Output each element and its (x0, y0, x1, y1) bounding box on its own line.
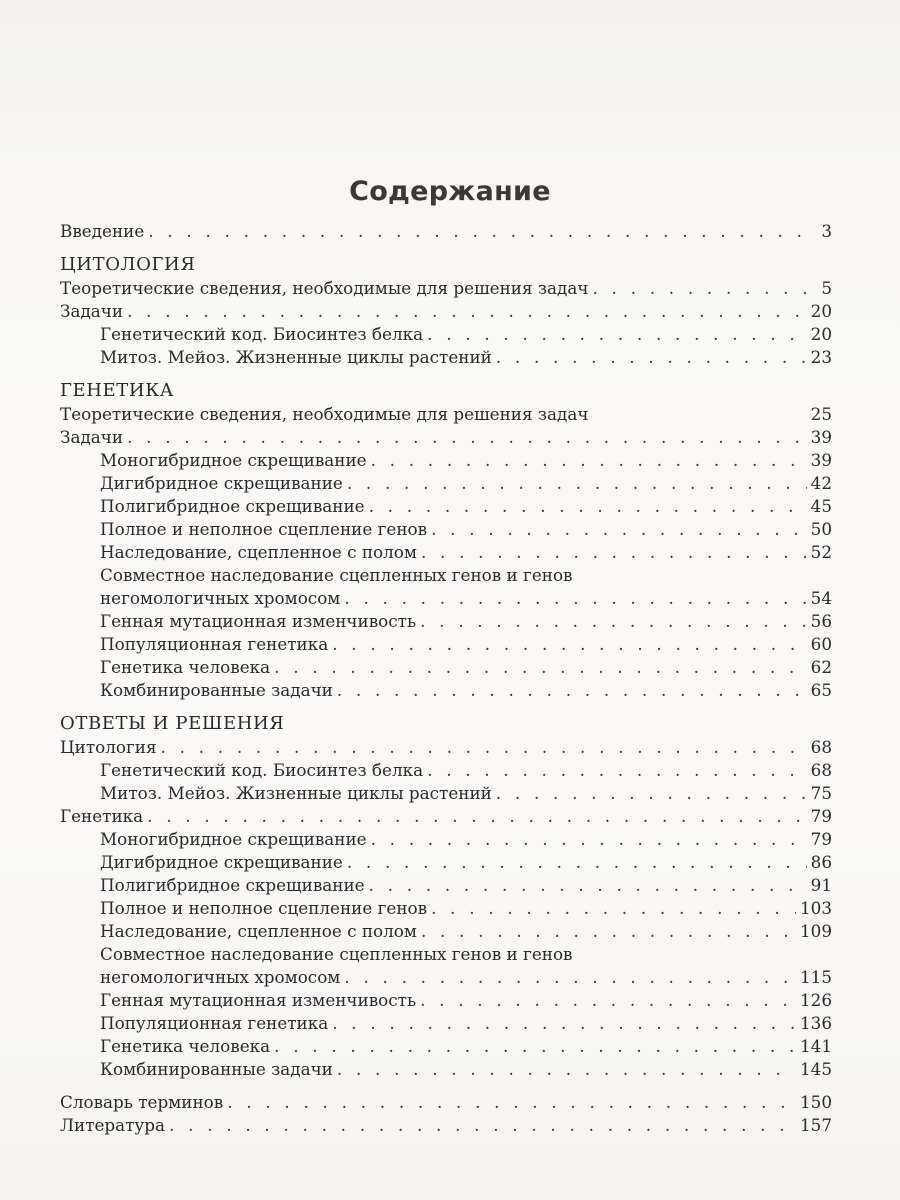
dot-leader (227, 1091, 796, 1114)
toc-page-number: 42 (810, 473, 832, 493)
dot-leader (369, 495, 807, 518)
toc-page-number: 136 (799, 1013, 832, 1033)
toc-entry (60, 805, 832, 828)
dot-leader (420, 610, 807, 633)
toc-page-number: 39 (810, 450, 832, 470)
toc-page-number: 75 (810, 783, 832, 803)
toc-entry-label: Словарь терминов (60, 1092, 224, 1112)
toc-subentry (60, 782, 832, 805)
toc-entry-label: Литература (60, 1115, 166, 1135)
toc-page-number: 3 (821, 221, 832, 241)
toc-page-number: 68 (810, 760, 832, 780)
toc-entry-label: Генетика (60, 806, 144, 826)
dot-leader (127, 426, 807, 449)
dot-leader (337, 679, 807, 702)
toc-entry (60, 277, 832, 300)
toc-page-number: 54 (810, 588, 832, 608)
page-title: Содержание (349, 176, 551, 207)
toc-entry-label: негомологичных хромосом (100, 588, 341, 608)
dot-leader (431, 518, 807, 541)
toc-page-number: 68 (810, 737, 832, 757)
table-of-contents (60, 220, 832, 1137)
toc-entry-label: Моногибридное скрещивание (100, 829, 367, 849)
toc-closing (60, 1091, 832, 1137)
toc-page-number: 157 (799, 1115, 832, 1135)
toc-subentry (60, 874, 832, 897)
toc-entry-label: Генетика человека (100, 1036, 271, 1056)
toc-entry (60, 736, 832, 759)
toc-page-number: 50 (810, 519, 832, 539)
toc-subentry (60, 1035, 832, 1058)
toc-subentry (60, 1012, 832, 1035)
dot-leader (274, 656, 807, 679)
toc-subentry (60, 564, 832, 587)
dot-leader (332, 1012, 796, 1035)
dot-leader (421, 541, 807, 564)
toc-subentry (60, 346, 832, 369)
dot-leader (127, 300, 807, 323)
toc-page-number: 86 (810, 852, 832, 872)
toc-page-number: 65 (810, 680, 832, 700)
toc-entry-label: Цитология (60, 737, 157, 757)
toc-entry-label: Популяционная генетика (100, 634, 329, 654)
toc-entry (60, 403, 832, 426)
dot-leader (147, 805, 807, 828)
toc-section-heading: ЦИТОЛОГИЯ (60, 254, 196, 275)
toc-entry-label: Наследование, сцепленное с полом (100, 921, 417, 941)
dot-leader (420, 989, 796, 1012)
dot-leader (369, 874, 807, 897)
toc-page-number: 79 (810, 806, 832, 826)
toc-entry-label: Задачи (60, 301, 124, 321)
toc-subentry (60, 449, 832, 472)
toc-entry-label: Генетический код. Биосинтез белка (100, 760, 424, 780)
toc-page-number: 150 (799, 1092, 832, 1112)
dot-leader (347, 851, 807, 874)
dot-leader (337, 1058, 796, 1081)
dot-leader (371, 449, 807, 472)
toc-entry-closing (60, 1091, 832, 1114)
toc-section-heading: ГЕНЕТИКА (60, 380, 174, 401)
toc-entry-label: Генная мутационная изменчивость (100, 990, 417, 1010)
dot-leader (421, 920, 796, 943)
toc-page-number: 56 (810, 611, 832, 631)
dot-leader (347, 472, 807, 495)
toc-entry-label: Комбинированные задачи (100, 1059, 333, 1079)
toc-subentry (60, 323, 832, 346)
toc-page-number: 23 (810, 347, 832, 367)
toc-entry-label: Наследование, сцепленное с полом (100, 542, 417, 562)
toc-page-number: 45 (810, 496, 832, 516)
dot-leader (371, 828, 807, 851)
toc-page-number: 52 (810, 542, 832, 562)
toc-sections (60, 253, 832, 1081)
toc-subentry (60, 656, 832, 679)
toc-page-number: 91 (810, 875, 832, 895)
toc-entry-label: Генетический код. Биосинтез белка (100, 324, 424, 344)
toc-page-number: 109 (799, 921, 832, 941)
toc-subentry (60, 851, 832, 874)
toc-entry-label: Теоретические сведения, необходимые для решения задач (60, 404, 589, 424)
toc-subentry (60, 587, 832, 610)
toc-subentry (60, 1058, 832, 1081)
toc-entry-label: Митоз. Мейоз. Жизненные циклы растений (100, 783, 492, 803)
toc-page-number: 20 (810, 324, 832, 344)
toc-page-number: 20 (810, 301, 832, 321)
toc-page-number: 39 (810, 427, 832, 447)
toc-page-number: 126 (799, 990, 832, 1010)
toc-subentry (60, 518, 832, 541)
dot-leader (427, 759, 807, 782)
toc-entry-label: Популяционная генетика (100, 1013, 329, 1033)
toc-subentry (60, 828, 832, 851)
toc-entry-label: Совместное наследование сцепленных генов и генов (100, 944, 573, 964)
toc-entry (60, 300, 832, 323)
toc-entry-label: Полное и неполное сцепление генов (100, 898, 428, 918)
dot-leader (431, 897, 796, 920)
dot-leader (344, 966, 796, 989)
toc-page-number: 141 (799, 1036, 832, 1056)
toc-subentry (60, 920, 832, 943)
toc-entry-label: негомологичных хромосом (100, 967, 341, 987)
toc-entry-label: Полное и неполное сцепление генов (100, 519, 428, 539)
toc-entry-label: Дигибридное скрещивание (100, 852, 343, 872)
toc-subentry (60, 679, 832, 702)
dot-leader (169, 1114, 796, 1137)
toc-entry-label: Задачи (60, 427, 124, 447)
toc-entry-label: Генная мутационная изменчивость (100, 611, 417, 631)
toc-entry-label: Полигибридное скрещивание (100, 496, 365, 516)
toc-subentry (60, 541, 832, 564)
toc-page-number: 5 (821, 278, 832, 298)
toc-entry-label: Совместное наследование сцепленных генов и генов (100, 565, 573, 585)
toc-subentry (60, 472, 832, 495)
toc-entry-label: Митоз. Мейоз. Жизненные циклы растений (100, 347, 492, 367)
toc-subentry (60, 633, 832, 656)
toc-entry (60, 426, 832, 449)
toc-entry-label: Введение (60, 221, 145, 241)
toc-subentry (60, 495, 832, 518)
toc-entry-label: Дигибридное скрещивание (100, 473, 343, 493)
toc-page-number: 79 (810, 829, 832, 849)
toc-entry-label: Генетика человека (100, 657, 271, 677)
toc-subentry (60, 966, 832, 989)
dot-leader (161, 736, 807, 759)
toc-entry-label: Моногибридное скрещивание (100, 450, 367, 470)
toc-page-number: 62 (810, 657, 832, 677)
dot-leader (344, 587, 806, 610)
toc-subentry (60, 610, 832, 633)
toc-entry-closing (60, 1114, 832, 1137)
dot-leader (274, 1035, 796, 1058)
toc-page-number: 145 (799, 1059, 832, 1079)
dot-leader (332, 633, 806, 656)
toc-subentry (60, 897, 832, 920)
toc-entry-label: Комбинированные задачи (100, 680, 333, 700)
toc-page-number: 60 (810, 634, 832, 654)
toc-entry-label: Полигибридное скрещивание (100, 875, 365, 895)
toc-subentry (60, 989, 832, 1012)
dot-leader (592, 277, 817, 300)
toc-page-number: 115 (799, 967, 832, 987)
toc-page-number: 103 (799, 898, 832, 918)
toc-subentry (60, 759, 832, 782)
dot-leader (427, 323, 807, 346)
dot-leader (496, 782, 807, 805)
toc-section-heading: ОТВЕТЫ И РЕШЕНИЯ (60, 713, 285, 734)
dot-leader (496, 346, 807, 369)
toc-entry-label: Теоретические сведения, необходимые для решения задач (60, 278, 589, 298)
toc-entry-intro (60, 220, 832, 243)
toc-subentry (60, 943, 832, 966)
toc-page-number: 25 (810, 404, 832, 424)
dot-leader (148, 220, 817, 243)
